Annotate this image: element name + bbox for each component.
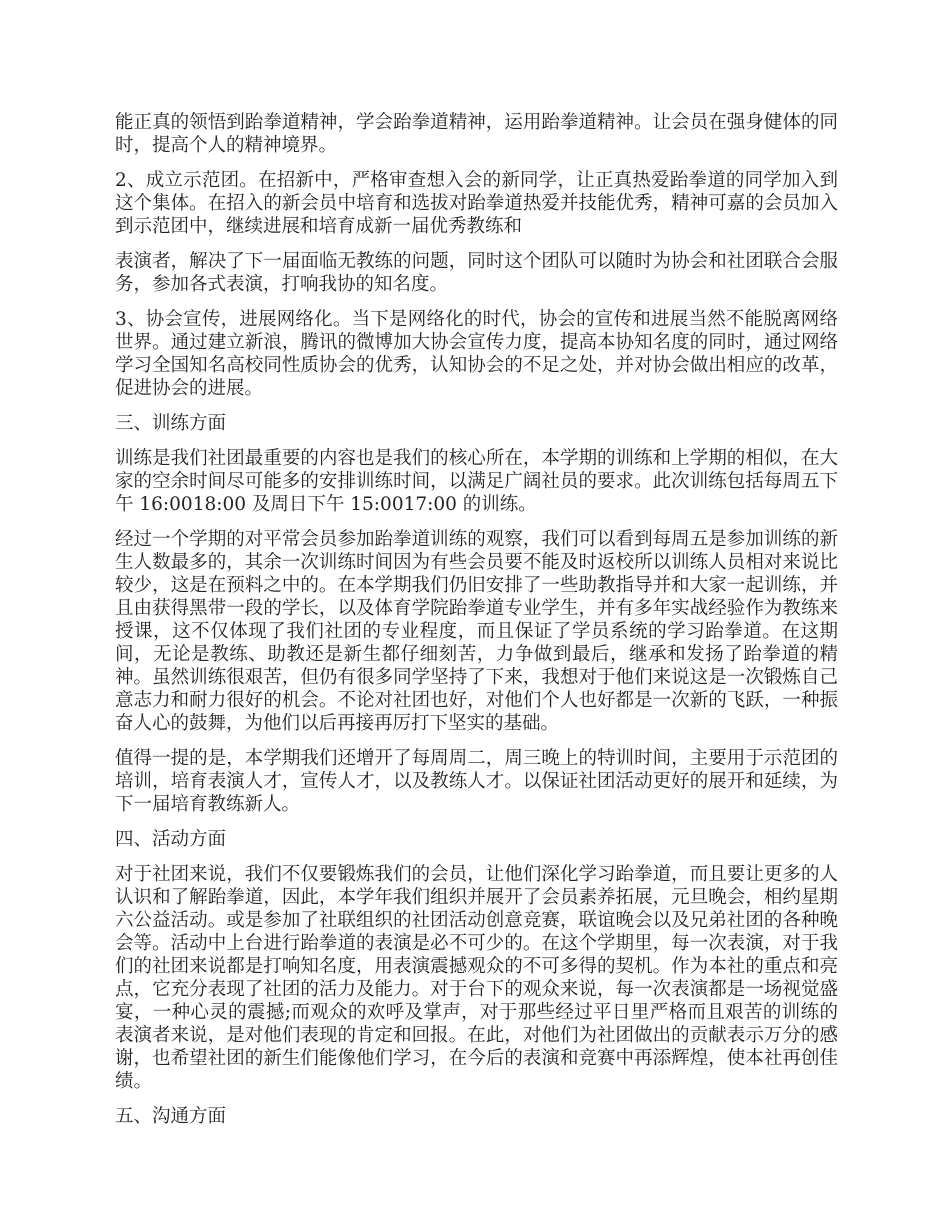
paragraph: 值得一提的是，本学期我们还增开了每周周二，周三晚上的特训时间，主要用于示范团的培训，培育表演人才，宣传人才，以及教练人才。以保证社团活动更好的展开和延续，为下一届培育教练新人。 (115, 748, 838, 815)
paragraph: 经过一个学期的对平常会员参加跆拳道训练的观察，我们可以看到每周五是参加训练的新生人数最多的，其余一次训练时间因为有些会员要不能及时返校所以训练人员相对来说比较少，这是在预料之中的。在本学期我们仍旧安排了一些助教指导并和大家一起训练，并且由获得黑带一段的学长，以及体育学院跆拳道专业学生，并有多年实战经验作为教练来授课，这不仅体现了我们社团的专业程度，而且保证了学员系统的学习跆拳道。在这期间，无论是教练、助教还是新生都仔细刻苦，力争做到最后，继承和发扬了跆拳道的精神。虽然训练很艰苦，但仍有很多同学坚持了下来，我想对于他们来说这是一次锻炼自己意志力和耐力很好的机会。不论对社团也好，对他们个人也好都是一次新的飞跃，一种振奋人心的鼓舞，为他们以后再接再厉打下坚实的基础。 (115, 529, 838, 734)
paragraph: 表演者，解决了下一届面临无教练的问题，同时这个团队可以随时为协会和社团联合会服务，参加各式表演，打响我协的知名度。 (115, 251, 838, 295)
section-heading: 三、训练方面 (115, 413, 227, 434)
paragraph: 能正真的领悟到跆拳道精神，学会跆拳道精神，运用跆拳道精神。让会员在强身健体的同时，提高个人的精神境界。 (115, 112, 838, 156)
document-page (115, 111, 838, 1140)
paragraph: 2、成立示范团。在招新中，严格审查想入会的新同学，让正真热爱跆拳道的同学加入到这个集体。在招入的新会员中培育和选拔对跆拳道热爱并技能优秀，精神可嘉的会员加入到示范团中，继续进展和培育成新一届优秀教练和 (115, 170, 838, 237)
paragraph: 对于社团来说，我们不仅要锻炼我们的会员，让他们深化学习跆拳道，而且要让更多的人认识和了解跆拳道，因此，本学年我们组织并展开了会员素养拓展，元旦晚会，相约星期六公益活动。或是参加了社联组织的社团活动创意竞赛，联谊晚会以及兄弟社团的各种晚会等。活动中上台进行跆拳道的表演是必不可少的。在这个学期里，每一次表演，对于我们的社团来说都是打响知名度，用表演震撼观众的不可多得的契机。作为本社的重点和亮点，它充分表现了社团的活力及能力。对于台下的观众来说，每一次表演都是一场视觉盛宴，一种心灵的震撼;而观众的欢呼及掌声，对于那些经过平日里严格而且艰苦的训练的表演者来说，是对他们表现的肯定和回报。在此，对他们为社团做出的贡献表示万分的感谢，也希望社团的新生们能像他们学习，在今后的表演和竞赛中再添辉煌，使本社再创佳绩。 (115, 864, 838, 1092)
paragraph: 训练是我们社团最重要的内容也是我们的核心所在，本学期的训练和上学期的相似，在大家的空余时间尽可能多的安排训练时间，以满足广阔社员的要求。此次训练包括每周五下午 16:0018:00 及周日下午 15:0017:00 的训练。 (115, 448, 838, 515)
section-heading: 四、活动方面 (115, 829, 227, 850)
paragraph: 3、协会宣传，进展网络化。当下是网络化的时代，协会的宣传和进展当然不能脱离网络世界。通过建立新浪，腾讯的微博加大协会宣传力度，提高本协知名度的同时，通过网络学习全国知名高校同性质协会的优秀，认知协会的不足之处，并对协会做出相应的改革，促进协会的进展。 (115, 309, 838, 399)
section-heading: 五、沟通方面 (115, 1106, 227, 1127)
